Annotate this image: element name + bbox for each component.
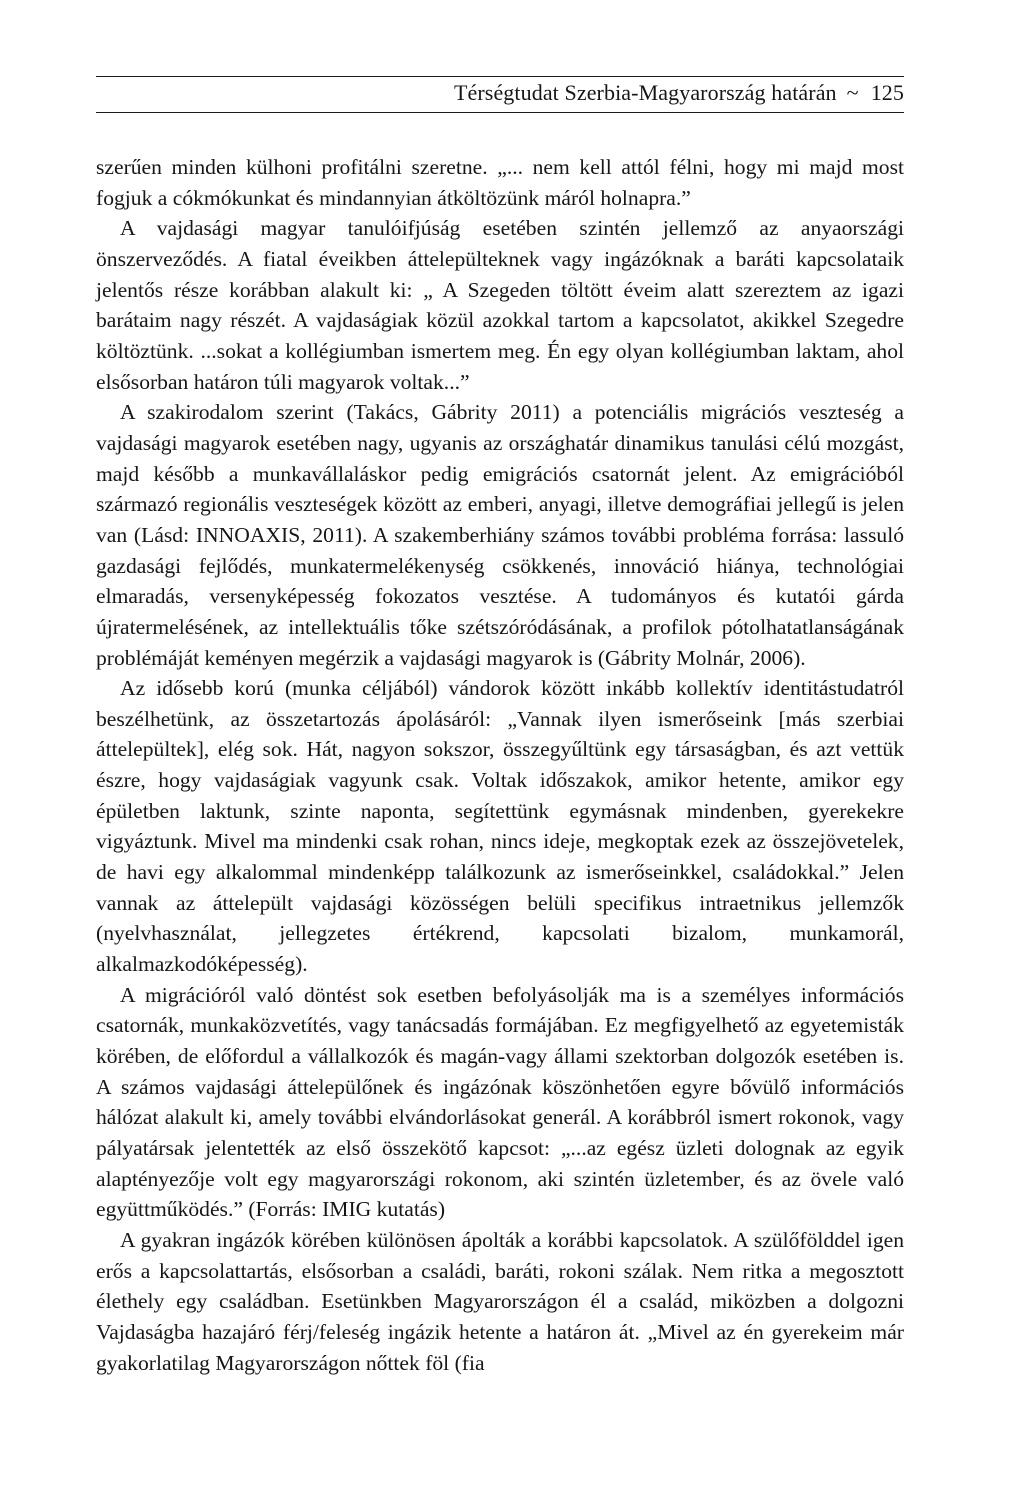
running-title: Térségtudat Szerbia-Magyarország határán (453, 80, 837, 105)
paragraph-collective-identity: Az idősebb korú (munka céljából) vándorok között inkább kollektív identitástudatról beszélhetünk, az összetartozás ápolásáról: „Vannak ilyen ismerőseink [más szerbiai áttelepültek], elég sok. Hát, nagyon sokszor, összegyűltünk egy társaságban, és azt vettük észre, hogy vajdaságiak vagyunk csak. Voltak időszakok, amikor hetente, amikor egy épületben laktunk, szinte naponta, segítettünk egymásnak mindenben, gyerekekre vigyáztunk. Mivel ma mindenki csak rohan, nincs ideje, megkoptak ezek az összejövetelek, de havi egy alkalommal mindenképp találkozunk az ismerőseinkkel, családokkal.” Jelen vannak az áttelepült vajdasági közösségen belüli specifikus intraetnikus jellemzők (nyelvhasználat, jellegzetes értékrend, kapcsolati bizalom, munkamorál, alkalmazkodóképesség). (96, 676, 904, 977)
paragraph-commuters: A gyakran ingázók körében különösen ápolták a korábbi kapcsolatok. A szülőfölddel igen erős a kapcsolattartás, elsősorban a családi, baráti, rokoni szálak. Nem ritka a megosztott élethely egy családban. Esetünkben Magyarországon él a család, miközben a dolgozni Vajdaságba hazajáró férj/feleség ingázik hetente a határon át. „Mivel az én gyerekeim már gyakorlatilag Magyarországon nőttek föl (fia (96, 1227, 904, 1375)
running-header (96, 72, 904, 112)
header-rule-top (96, 76, 904, 77)
paragraph-migration-loss: A szakirodalom szerint (Takács, Gábrity 2011) a potenciális migrációs veszteség a vajdasági magyarok esetében nagy, ugyanis az országhatár dinamikus tanulási célú mozgást, majd később a munkavállaláskor pedig emigrációs csatornát jelent. Az emigrációból származó regionális veszteségek között az emberi, anyagi, illetve demográfiai jellegű is jelen van (Lásd: INNOAXIS, 2011). A szakemberhiány számos további probléma forrása: lassuló gazdasági fejlődés, munkatermelékenység csökkenés, innováció hiánya, technológiai elmaradás, versenyképesség fokozatos vesztése. A tudományos és kutatói gárda újratermelésének, az intellektuális tőke szétszóródásának, a profilok pótolhatatlanságának problémáját keményen megérzik a vajdasági magyarok is (Gábrity Molnár, 2006). (96, 400, 904, 670)
paragraph-continuation: szerűen minden külhoni profitálni szeretne. „... nem kell attól félni, hogy mi majd most fogjuk a cókmókunkat és mindannyian átköltözünk máról holnapra.” (96, 155, 904, 210)
paragraph-student-network: A vajdasági magyar tanulóifjúság esetében szintén jellemző az anyaországi önszerveződés. A fiatal éveikben áttelepülteknek vagy ingázóknak a baráti kapcsolataik jelentős része korábban alakult ki: „ A Szegeden töltött éveim alatt szereztem az igazi barátaim nagy részét. A vajdaságiak közül azokkal tartom a kapcsolatot, akikkel Szegedre költöztünk. ...sokat a kollégiumban ismertem meg. Én egy olyan kollégiumban laktam, ahol elsősorban határon túli magyarok voltak...” (96, 216, 904, 394)
running-header-text (454, 78, 904, 108)
body-text (96, 152, 904, 1378)
paragraph-information-channels: A migrációról való döntést sok esetben befolyásolják ma is a személyes információs csatornák, munkaközvetítés, vagy tanácsadás formájában. Ez megfigyelhető az egyetemisták körében, de előfordul a vállalkozók és magán-vagy állami szektorban dolgozók esetében is. A számos vajdasági áttelepülőnek és ingázónak köszönhetően egyre bővülő információs hálózat alakult ki, amely további elvándorlásokat generál. A korábbról ismert rokonok, vagy pályatársak jelentették az első összekötő kapcsot: „...az egész üzleti dolognak az egyik alaptényezője volt egy magyarországi rokonom, aki szintén üzletember, és az övele való együttműködés.” (Forrás: IMIG kutatás) (96, 982, 904, 1222)
header-separator: ~ (846, 80, 859, 105)
header-rule-bottom (96, 112, 904, 113)
page-number: 125 (870, 80, 904, 105)
